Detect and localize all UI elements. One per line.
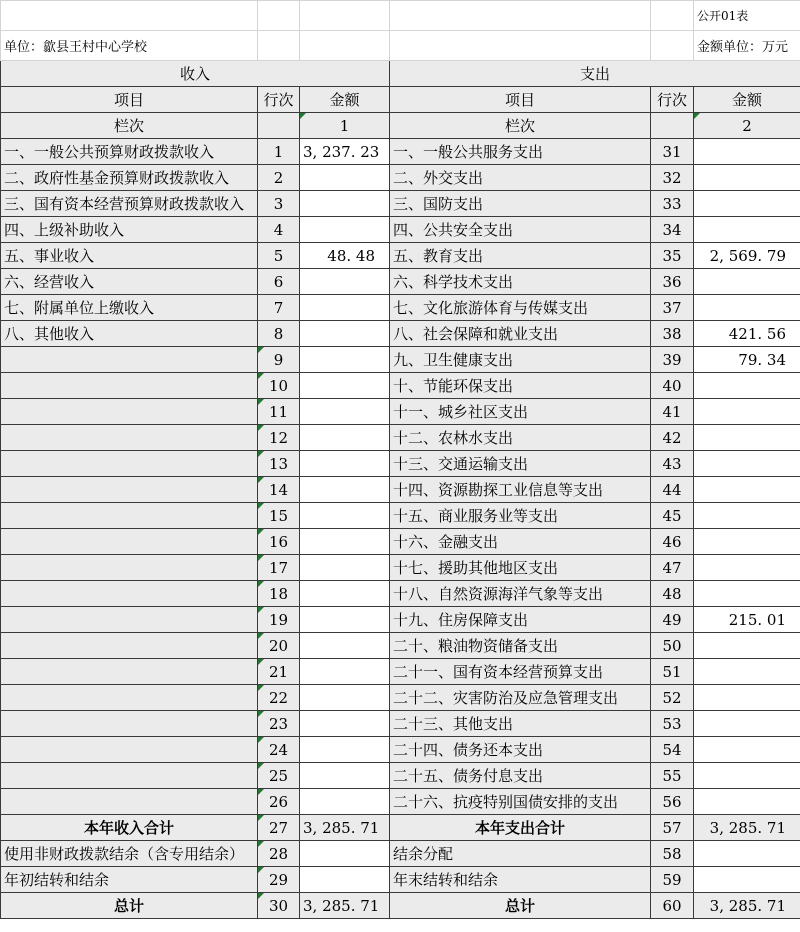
income-line: 6 [258,269,300,295]
table-row [1,425,800,451]
expense-line: 37 [651,295,694,321]
distribution-amount [694,841,800,867]
income-item [1,347,258,373]
year-income-line: 27 [258,815,300,841]
expense-line: 40 [651,373,694,399]
income-item: 八、其他收入 [1,321,258,347]
form-code: 公开01表 [694,1,800,31]
income-line: 5 [258,243,300,269]
table-row [1,373,800,399]
expense-amount [694,139,800,165]
expense-item: 十四、资源勘探工业信息等支出 [390,477,651,503]
expense-item: 二十、粮油物资储备支出 [390,633,651,659]
income-line: 4 [258,217,300,243]
nonfiscal-amount [300,841,390,867]
income-amount [300,529,390,555]
income-item [1,581,258,607]
income-line: 2 [258,165,300,191]
expense-line: 31 [651,139,694,165]
income-line: 17 [258,555,300,581]
income-line: 22 [258,685,300,711]
expense-amount [694,399,800,425]
year-income-label: 本年收入合计 [1,815,258,841]
distribution-label: 结余分配 [390,841,651,867]
grand-income-amount: 3, 285. 71 [300,893,390,919]
expense-item: 十五、商业服务业等支出 [390,503,651,529]
income-amount [300,347,390,373]
expense-line: 38 [651,321,694,347]
table-row [1,763,800,789]
grand-expense-label: 总计 [390,893,651,919]
nonfiscal-row [1,841,800,867]
expense-amount [694,685,800,711]
expense-item: 十二、农林水支出 [390,425,651,451]
income-amount-header: 金额 [300,87,390,113]
expense-amount: 215. 01 [694,607,800,633]
expense-amount [694,581,800,607]
income-amount [300,217,390,243]
income-line: 3 [258,191,300,217]
begin-balance-amount [300,867,390,893]
table-row [1,659,800,685]
income-col-number: 1 [300,113,390,139]
income-amount: 48. 48 [300,243,390,269]
income-line: 15 [258,503,300,529]
income-amount [300,555,390,581]
income-amount [300,425,390,451]
income-line: 9 [258,347,300,373]
expense-line: 54 [651,737,694,763]
expense-line: 45 [651,503,694,529]
expense-line: 46 [651,529,694,555]
header-row-unit [1,31,800,61]
table-row [1,607,800,633]
expenditure-section-title: 支出 [390,61,800,87]
expense-item-header: 项目 [390,87,651,113]
income-amount [300,503,390,529]
year-total-row [1,815,800,841]
expense-item: 七、文化旅游体育与传媒支出 [390,295,651,321]
column-header-row [1,87,800,113]
expense-item: 八、社会保障和就业支出 [390,321,651,347]
begin-balance-label: 年初结转和结余 [1,867,258,893]
expense-item: 十九、住房保障支出 [390,607,651,633]
year-expense-label: 本年支出合计 [390,815,651,841]
income-item [1,789,258,815]
income-item-header: 项目 [1,87,258,113]
expense-line: 33 [651,191,694,217]
expense-item: 二十二、灾害防治及应急管理支出 [390,685,651,711]
income-line: 26 [258,789,300,815]
expense-amount [694,763,800,789]
expense-line-header: 行次 [651,87,694,113]
income-item [1,503,258,529]
income-amount [300,399,390,425]
section-header-row [1,61,800,87]
expense-line: 53 [651,711,694,737]
expense-item: 十三、交通运输支出 [390,451,651,477]
distribution-line: 58 [651,841,694,867]
expense-amount [694,191,800,217]
income-amount [300,581,390,607]
table-row [1,269,800,295]
income-line-header: 行次 [258,87,300,113]
income-line: 11 [258,399,300,425]
expense-line: 52 [651,685,694,711]
income-amount [300,789,390,815]
income-line: 18 [258,581,300,607]
table-row [1,529,800,555]
income-item: 七、附属单位上缴收入 [1,295,258,321]
income-line: 21 [258,659,300,685]
expense-item: 十六、金融支出 [390,529,651,555]
unit-label: 单位：歙县王村中心学校 [1,31,258,61]
income-line: 25 [258,763,300,789]
table-row [1,711,800,737]
table-row [1,737,800,763]
table-row [1,555,800,581]
income-amount [300,295,390,321]
income-item [1,477,258,503]
expense-line: 42 [651,425,694,451]
income-amount [300,607,390,633]
income-amount [300,165,390,191]
table-row [1,321,800,347]
expense-amount [694,165,800,191]
expense-line: 50 [651,633,694,659]
expense-amount: 2, 569. 79 [694,243,800,269]
expense-item: 十八、自然资源海洋气象等支出 [390,581,651,607]
income-item: 一、一般公共预算财政拨款收入 [1,139,258,165]
expense-item: 二十一、国有资本经营预算支出 [390,659,651,685]
column-index-row [1,113,800,139]
table-row [1,633,800,659]
income-line: 20 [258,633,300,659]
income-item [1,763,258,789]
expense-amount: 421. 56 [694,321,800,347]
income-item [1,659,258,685]
expense-line: 49 [651,607,694,633]
income-line: 24 [258,737,300,763]
table-row [1,191,800,217]
expense-line: 48 [651,581,694,607]
expense-line: 44 [651,477,694,503]
table-row [1,477,800,503]
table-row [1,295,800,321]
expense-amount [694,451,800,477]
income-amount [300,451,390,477]
expense-line: 36 [651,269,694,295]
table-row [1,581,800,607]
expense-line: 51 [651,659,694,685]
income-line: 13 [258,451,300,477]
expense-line: 55 [651,763,694,789]
end-balance-line: 59 [651,867,694,893]
grand-expense-amount: 3, 285. 71 [694,893,800,919]
year-expense-amount: 3, 285. 71 [694,815,800,841]
expense-line: 56 [651,789,694,815]
table-row [1,139,800,165]
income-amount [300,763,390,789]
table-row [1,217,800,243]
amount-unit: 金额单位：万元 [694,31,800,61]
income-item: 六、经营收入 [1,269,258,295]
expense-item: 二十五、债务付息支出 [390,763,651,789]
income-amount [300,659,390,685]
income-line: 23 [258,711,300,737]
income-item [1,399,258,425]
end-balance-label: 年末结转和结余 [390,867,651,893]
expense-item: 二、外交支出 [390,165,651,191]
grand-total-row [1,893,800,919]
income-line: 1 [258,139,300,165]
expense-line: 39 [651,347,694,373]
income-line: 16 [258,529,300,555]
income-amount [300,373,390,399]
header-row-top [1,1,800,31]
expense-line: 43 [651,451,694,477]
expense-line: 41 [651,399,694,425]
expense-line: 34 [651,217,694,243]
carryover-row [1,867,800,893]
expense-item: 六、科学技术支出 [390,269,651,295]
income-amount [300,633,390,659]
expense-amount [694,217,800,243]
expense-item: 九、卫生健康支出 [390,347,651,373]
grand-income-label: 总计 [1,893,258,919]
income-amount [300,685,390,711]
income-item: 三、国有资本经营预算财政拨款收入 [1,191,258,217]
expense-amount [694,633,800,659]
income-amount [300,321,390,347]
expense-amount [694,425,800,451]
expense-item: 二十六、抗疫特别国债安排的支出 [390,789,651,815]
expense-amount [694,503,800,529]
expense-amount [694,789,800,815]
income-item: 二、政府性基金预算财政拨款收入 [1,165,258,191]
expense-item: 一、一般公共服务支出 [390,139,651,165]
expense-amount [694,659,800,685]
income-amount [300,191,390,217]
income-amount [300,711,390,737]
income-section-title: 收入 [1,61,390,87]
expense-amount [694,477,800,503]
income-item [1,425,258,451]
expense-item: 十七、援助其他地区支出 [390,555,651,581]
expense-item: 十、节能环保支出 [390,373,651,399]
expense-line: 32 [651,165,694,191]
table-row [1,165,800,191]
year-income-amount: 3, 285. 71 [300,815,390,841]
expense-line: 47 [651,555,694,581]
expense-item: 十一、城乡社区支出 [390,399,651,425]
expense-index-label: 栏次 [390,113,651,139]
expense-amount [694,373,800,399]
expense-amount [694,555,800,581]
income-amount [300,269,390,295]
expense-amount [694,711,800,737]
end-balance-amount [694,867,800,893]
table-row [1,503,800,529]
expense-col-number: 2 [694,113,800,139]
income-index-label: 栏次 [1,113,258,139]
income-item [1,451,258,477]
grand-income-line: 30 [258,893,300,919]
income-item [1,555,258,581]
table-row [1,789,800,815]
expense-item: 四、公共安全支出 [390,217,651,243]
expense-amount-header: 金额 [694,87,800,113]
income-line: 14 [258,477,300,503]
expense-line: 35 [651,243,694,269]
income-line: 8 [258,321,300,347]
income-item: 四、上级补助收入 [1,217,258,243]
table-row [1,347,800,373]
income-item [1,737,258,763]
income-item [1,607,258,633]
income-item [1,711,258,737]
income-item [1,529,258,555]
income-item: 五、事业收入 [1,243,258,269]
income-item [1,685,258,711]
income-line: 12 [258,425,300,451]
year-expense-line: 57 [651,815,694,841]
expense-item: 五、教育支出 [390,243,651,269]
expense-item: 二十四、债务还本支出 [390,737,651,763]
income-line: 10 [258,373,300,399]
income-amount [300,737,390,763]
table-row [1,685,800,711]
expense-amount [694,295,800,321]
table-row [1,451,800,477]
income-amount: 3, 237. 23 [300,139,390,165]
expense-amount [694,737,800,763]
grand-expense-line: 60 [651,893,694,919]
income-line: 19 [258,607,300,633]
income-amount [300,477,390,503]
expense-item: 三、国防支出 [390,191,651,217]
nonfiscal-label: 使用非财政拨款结余（含专用结余） [1,841,258,867]
expense-amount [694,269,800,295]
table-row [1,399,800,425]
expense-item: 二十三、其他支出 [390,711,651,737]
nonfiscal-line: 28 [258,841,300,867]
expense-amount [694,529,800,555]
table-row [1,243,800,269]
income-item [1,373,258,399]
income-line: 7 [258,295,300,321]
income-item [1,633,258,659]
expense-amount: 79. 34 [694,347,800,373]
begin-balance-line: 29 [258,867,300,893]
